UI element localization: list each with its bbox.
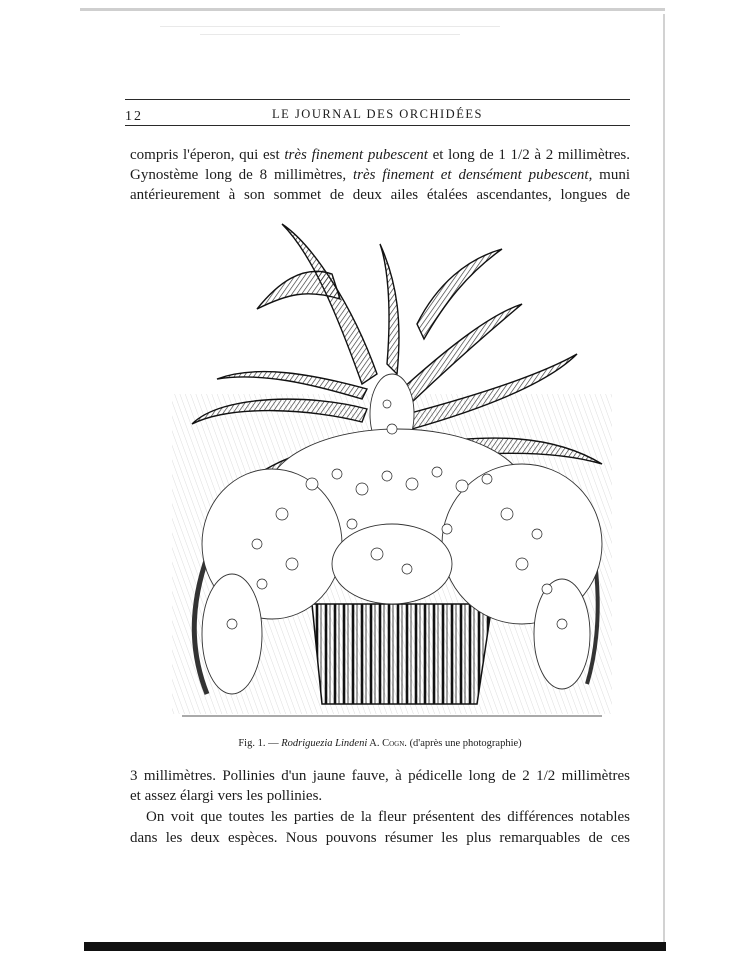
body-line: On voit que toutes les parties de la fleur présentent des différences notables — [146, 809, 630, 825]
body-line: compris l'éperon, qui est très finement pubescent et long de 1 1/2 à 2 millimètres. — [130, 147, 631, 163]
orchid-engraving — [162, 214, 624, 732]
running-title: LE JOURNAL DES ORCHIDÉES — [272, 107, 483, 121]
basket — [312, 604, 492, 704]
show-through-line — [160, 26, 500, 27]
page-number: 12 — [125, 109, 143, 124]
body-line: antérieurement à son sommet de deux ailes étalées ascendantes, longues de — [130, 187, 630, 203]
body-line: Gynostème long de 8 millimètres, très finement et densément pubescent, muni — [130, 167, 631, 183]
header-bottom-rule — [125, 125, 630, 126]
body-line: dans les deux espèces. Nous pouvons résumer les plus remarquables de ces — [130, 830, 630, 846]
header-top-rule — [125, 99, 630, 100]
scan-edge-right — [663, 14, 665, 944]
body-line: 3 millimètres. Pollinies d'un jaune fauve, à pédicelle long de 2 1/2 millimètres — [130, 768, 630, 784]
figure-caption: Fig. 1. — Rodriguezia Lindeni A. Cogn. (d'après une photographie) — [238, 738, 522, 749]
scan-edge-top — [80, 8, 665, 11]
show-through-line — [200, 34, 460, 35]
body-line: et assez élargi vers les pollinies. — [130, 788, 323, 804]
scan-edge-bottom — [84, 942, 666, 951]
